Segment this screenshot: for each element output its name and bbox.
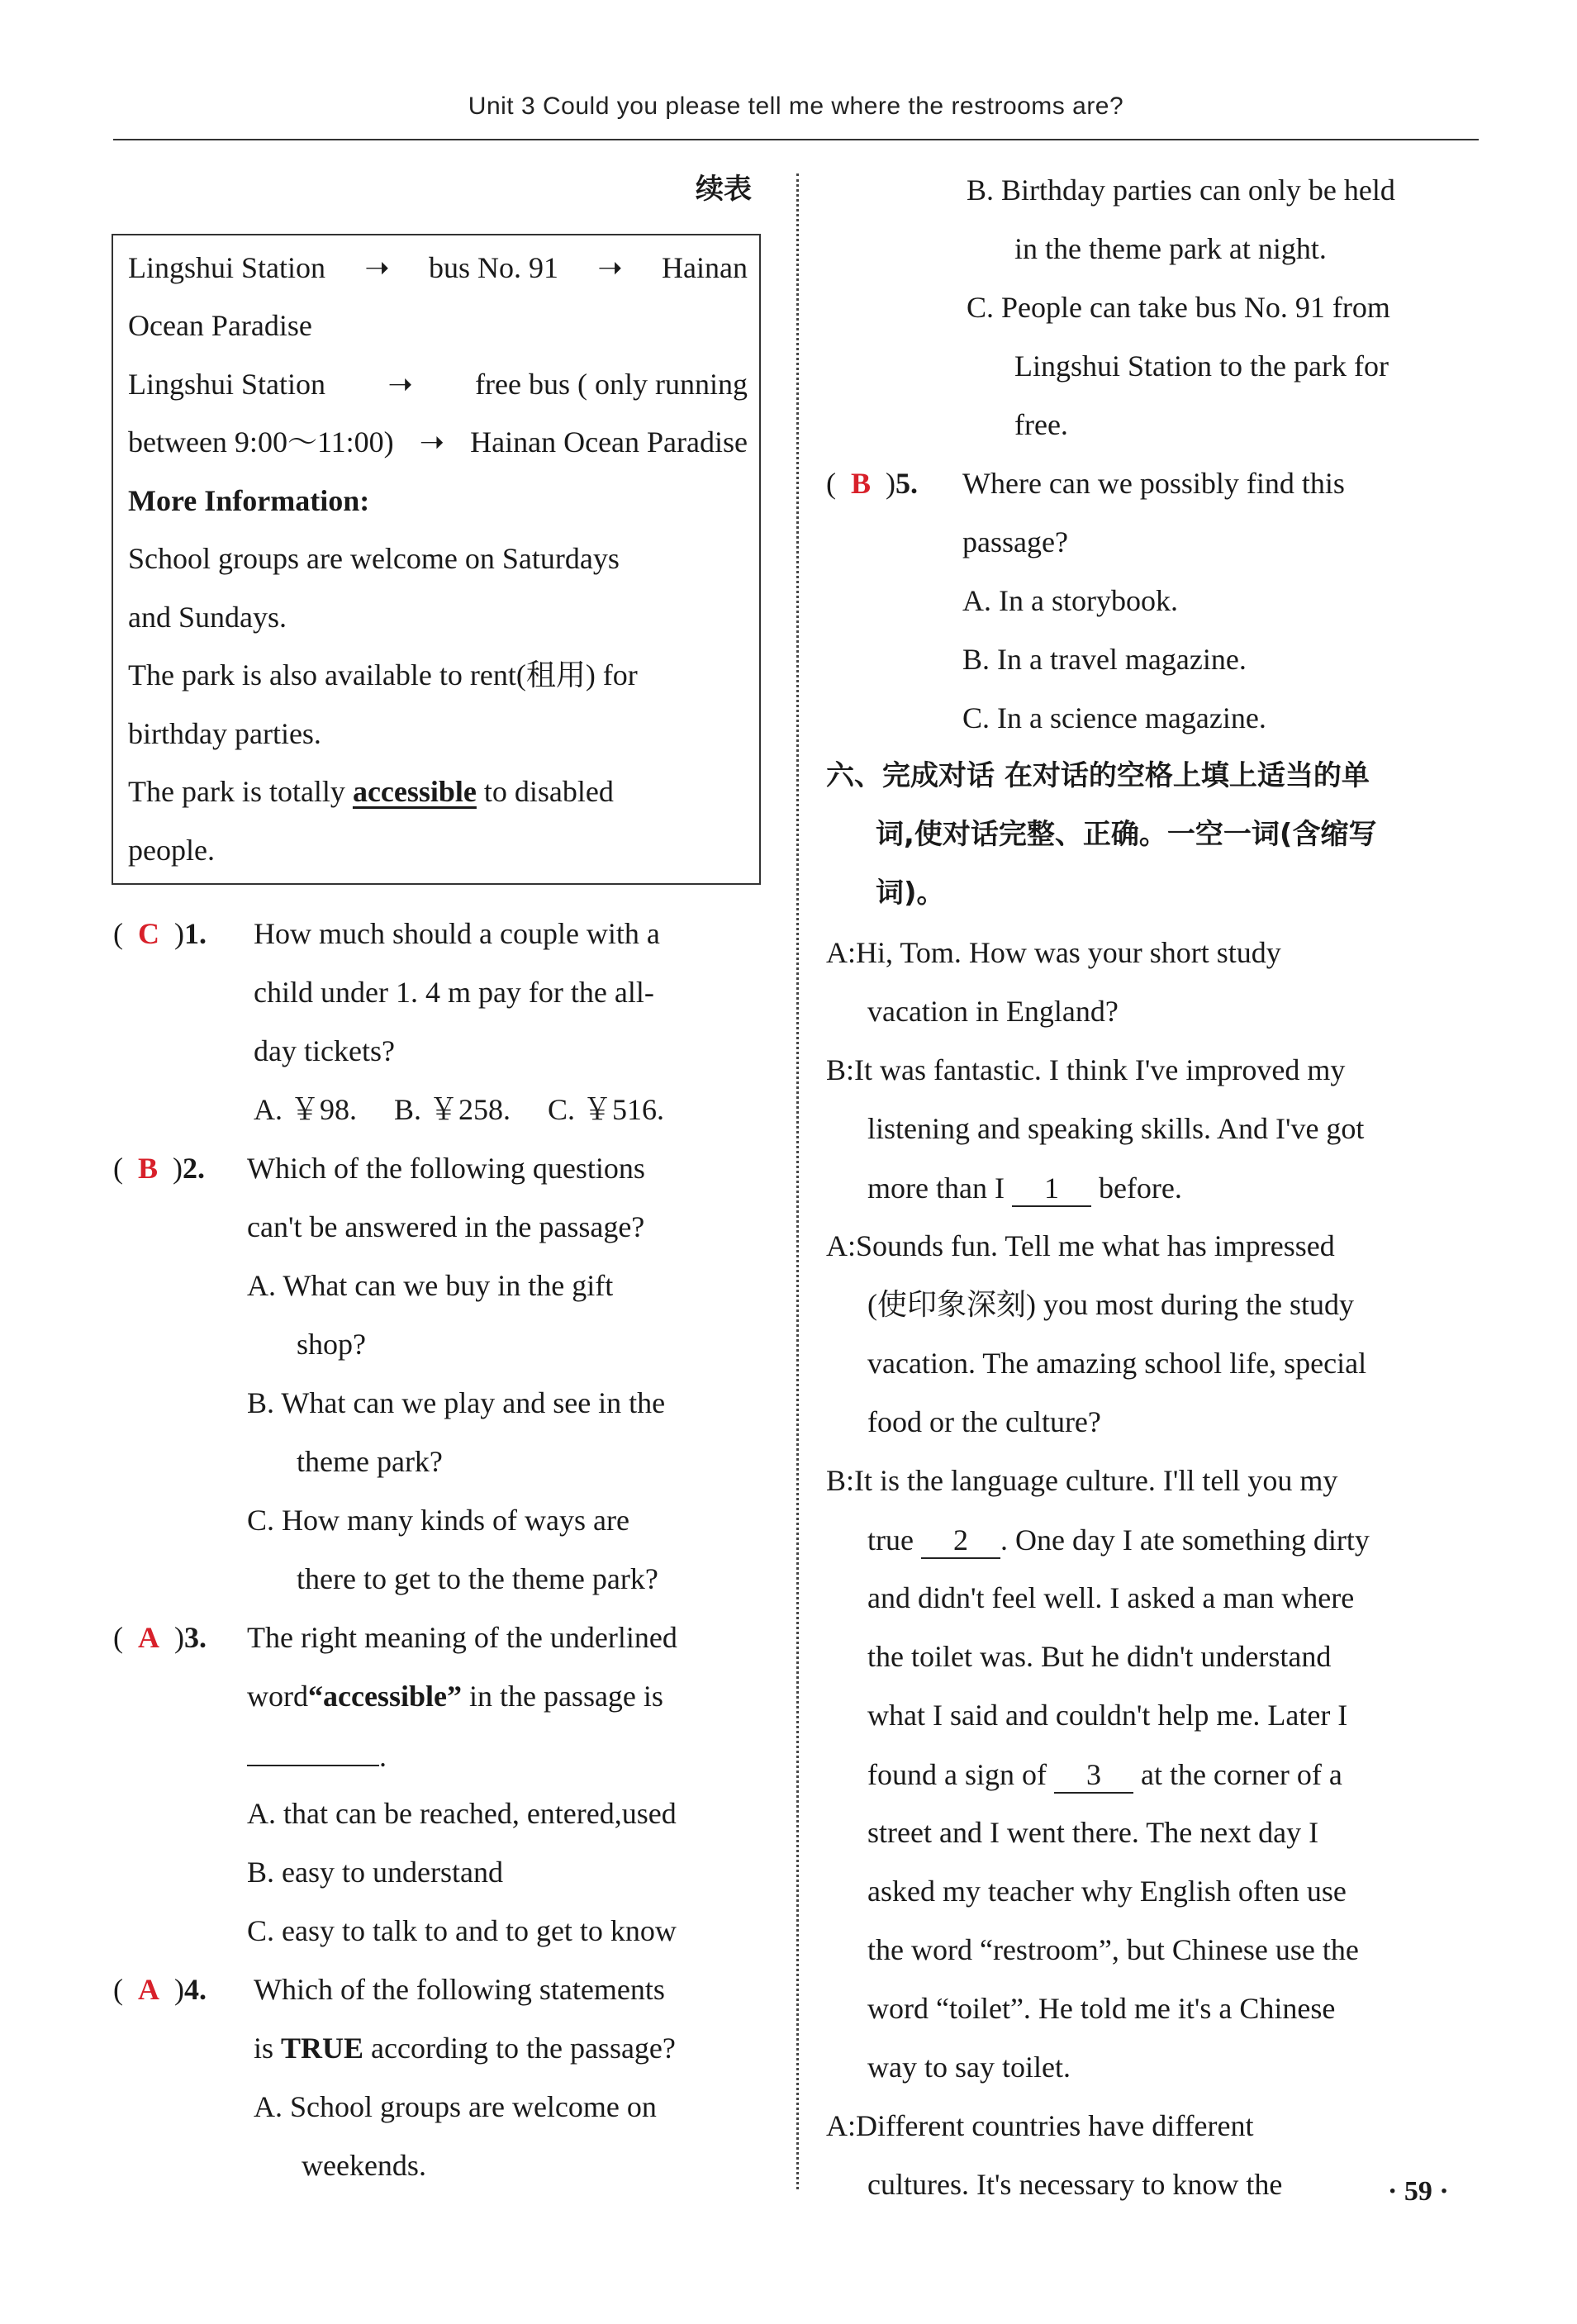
question-3-period: . (379, 1740, 387, 1773)
dialog-a2-line-1: A:Sounds fun. Tell me what has impressed (826, 1229, 1335, 1262)
question-2-option-c-1: C. How many kinds of ways are (247, 1504, 629, 1537)
arrow-icon: ➝ (387, 368, 413, 401)
question-5: ( B )5. (826, 467, 919, 500)
question-4-is: is (254, 2032, 282, 2065)
arrow-icon: ➝ (419, 425, 444, 459)
route2-dest: Hainan Ocean Paradise (470, 425, 748, 459)
arrow-icon: ➝ (364, 251, 390, 284)
answer-1: C (138, 917, 159, 950)
question-4-true: TRUE (281, 2032, 364, 2065)
info-line-6: people. (128, 834, 215, 867)
dialog-b2-line-8: asked my teacher why English often use (867, 1875, 1347, 1908)
route2-time: between 9:00～11:00) (128, 425, 394, 459)
info-line-4: birthday parties. (128, 717, 321, 750)
question-5-number: 5. (895, 467, 919, 500)
question-2-number: 2. (183, 1152, 206, 1185)
question-4-option-b-2: in the theme park at night. (1014, 232, 1327, 265)
question-4-option-a-2: weekends. (302, 2149, 426, 2182)
continued-label: 续表 (696, 173, 752, 206)
arrow-icon: ➝ (597, 251, 623, 284)
route-line-2b (128, 427, 748, 457)
info-line-5 (128, 777, 614, 806)
question-3-word-label: word (247, 1680, 308, 1713)
dialog-b2-line-11: way to say toilet. (867, 2051, 1071, 2084)
info-line-5-a: The park is totally (128, 775, 353, 808)
section-6-heading-3: 词)。 (876, 877, 945, 910)
question-3-option-c: C. easy to talk to and to get to know (247, 1914, 677, 1947)
dialog-b1-line-3 (867, 1172, 1182, 1207)
question-2-option-b-2: theme park? (297, 1445, 443, 1478)
dialog-b2-line-6-b: at the corner of a (1133, 1758, 1342, 1791)
route-line-1b: Ocean Paradise (128, 309, 312, 342)
route1-bus: bus No. 91 (429, 251, 559, 284)
answer-3: A (138, 1621, 159, 1654)
question-1-line-2: child under 1. 4 m pay for the all- (254, 976, 654, 1009)
route1-dest: Hainan (662, 251, 748, 284)
question-5-option-a: A. In a storybook. (962, 584, 1178, 617)
question-5-line-2: passage? (962, 525, 1068, 558)
question-3-option-b: B. easy to understand (247, 1856, 503, 1889)
question-4-rest: according to the passage? (363, 2032, 676, 2065)
question-2-option-a-2: shop? (297, 1328, 366, 1361)
question-2-option-b-1: B. What can we play and see in the (247, 1386, 666, 1419)
dialog-b2-line-6 (867, 1759, 1342, 1794)
option-a: A. ￥98. (254, 1093, 357, 1126)
question-3-line-2 (247, 1681, 663, 1711)
question-5-line-1: Where can we possibly find this (962, 467, 1345, 500)
page-number: · 59 · (1388, 2176, 1449, 2207)
dialog-a1-line-2: vacation in England? (867, 995, 1119, 1028)
question-4-number: 4. (184, 1973, 207, 2006)
dialog-b2-line-1: B:It is the language culture. I'll tell you my (826, 1464, 1338, 1497)
column-divider (796, 173, 799, 2189)
question-4-line-2 (254, 2033, 676, 2063)
more-info-heading: More Information: (128, 484, 370, 517)
dialog-a3-line-2: cultures. It's necessary to know the (867, 2168, 1283, 2201)
question-2: ( B )2. (113, 1152, 206, 1185)
question-4-option-b-1: B. Birthday parties can only be held (967, 173, 1395, 207)
dialog-b2-line-2 (867, 1524, 1370, 1559)
dialog-b2-line-2-b: . One day I ate something dirty (1000, 1523, 1370, 1556)
question-2-line-2: can't be answered in the passage? (247, 1210, 645, 1243)
dialog-a2-line-3: vacation. The amazing school life, special (867, 1347, 1367, 1380)
question-1-options (254, 1095, 664, 1124)
dialog-b1-line-1: B:It was fantastic. I think I've improved my (826, 1053, 1346, 1086)
route-line-1 (128, 253, 748, 283)
route2-bus: free bus ( only running (475, 368, 748, 401)
dialog-b1-line-2: listening and speaking skills. And I've got (867, 1112, 1365, 1145)
question-3-line-3 (247, 1740, 387, 1771)
question-4-option-a-1: A. School groups are welcome on (254, 2090, 657, 2123)
header-divider (113, 139, 1479, 140)
question-3-word: “accessible” (308, 1680, 462, 1713)
dialog-b2-line-10: word “toilet”. He told me it's a Chinese (867, 1992, 1336, 2025)
question-1-number: 1. (184, 917, 207, 950)
question-3-option-a: A. that can be reached, entered,used (247, 1797, 677, 1830)
question-4: ( A )4. (113, 1973, 207, 2006)
dialog-b2-line-7: street and I went there. The next day I (867, 1816, 1319, 1849)
dialog-b1-line-3-b: before. (1090, 1172, 1182, 1205)
question-2-option-c-2: there to get to the theme park? (297, 1562, 658, 1595)
question-4-line-1: Which of the following statements (254, 1973, 665, 2006)
info-line-3: The park is also available to rent(租用) for (128, 658, 638, 691)
option-c: C. ￥516. (548, 1093, 665, 1126)
dialog-a3-line-1: A:Different countries have different (826, 2109, 1254, 2142)
question-3-line-1: The right meaning of the underlined (247, 1621, 677, 1654)
question-3-number: 3. (184, 1621, 207, 1654)
answer-5: B (851, 467, 872, 500)
question-5-option-c: C. In a science magazine. (962, 701, 1266, 734)
option-b: B. ￥258. (394, 1093, 511, 1126)
answer-2: B (138, 1152, 159, 1185)
question-2-option-a-1: A. What can we buy in the gift (247, 1269, 614, 1302)
question-3: ( A )3. (113, 1621, 207, 1654)
question-2-line-1: Which of the following questions (247, 1152, 645, 1185)
answer-blank (247, 1740, 379, 1766)
dialog-b2-line-9: the word “restroom”, but Chinese use the (867, 1933, 1359, 1966)
question-4-option-c-1: C. People can take bus No. 91 from (967, 291, 1390, 324)
answer-4: A (138, 1973, 159, 2006)
question-4-option-c-2: Lingshui Station to the park for (1014, 349, 1389, 383)
question-3-rest: in the passage is (461, 1680, 663, 1713)
dialog-b1-line-3-a: more than I (867, 1172, 1012, 1205)
section-6-heading-1: 六、完成对话 在对话的空格上填上适当的单 (826, 759, 1370, 792)
dialog-a2-line-4: food or the culture? (867, 1405, 1101, 1438)
question-1-line-3: day tickets? (254, 1034, 395, 1067)
page-header: Unit 3 Could you please tell me where the restrooms are? (468, 93, 1124, 120)
info-line-1: School groups are welcome on Saturdays (128, 542, 620, 575)
dialog-b2-line-2-a: true (867, 1523, 921, 1556)
route2-start: Lingshui Station (128, 368, 326, 401)
question-5-option-b: B. In a travel magazine. (962, 643, 1247, 676)
question-1: ( C )1. (113, 917, 207, 950)
dialog-a1-line-1: A:Hi, Tom. How was your short study (826, 936, 1281, 969)
question-1-line-1: How much should a couple with a (254, 917, 660, 950)
route1-start: Lingshui Station (128, 251, 326, 284)
dialog-b2-line-5: what I said and couldn't help me. Later I (867, 1699, 1348, 1732)
info-line-5-b: to disabled (476, 775, 614, 808)
accessible-word: accessible (352, 775, 477, 808)
blank-3: 3 (1054, 1759, 1133, 1794)
blank-2: 2 (921, 1524, 1000, 1559)
dialog-b2-line-4: the toilet was. But he didn't understand (867, 1640, 1332, 1673)
section-6-heading-2: 词,使对话完整、正确。一空一词(含缩写 (876, 818, 1377, 851)
info-line-2: and Sundays. (128, 601, 287, 634)
question-4-option-c-3: free. (1014, 408, 1068, 441)
route-line-2 (128, 369, 748, 399)
dialog-b2-line-3: and didn't feel well. I asked a man where (867, 1581, 1355, 1614)
dialog-a2-line-2: (使印象深刻) you most during the study (867, 1288, 1354, 1321)
blank-1: 1 (1012, 1172, 1091, 1207)
dialog-b2-line-6-a: found a sign of (867, 1758, 1054, 1791)
